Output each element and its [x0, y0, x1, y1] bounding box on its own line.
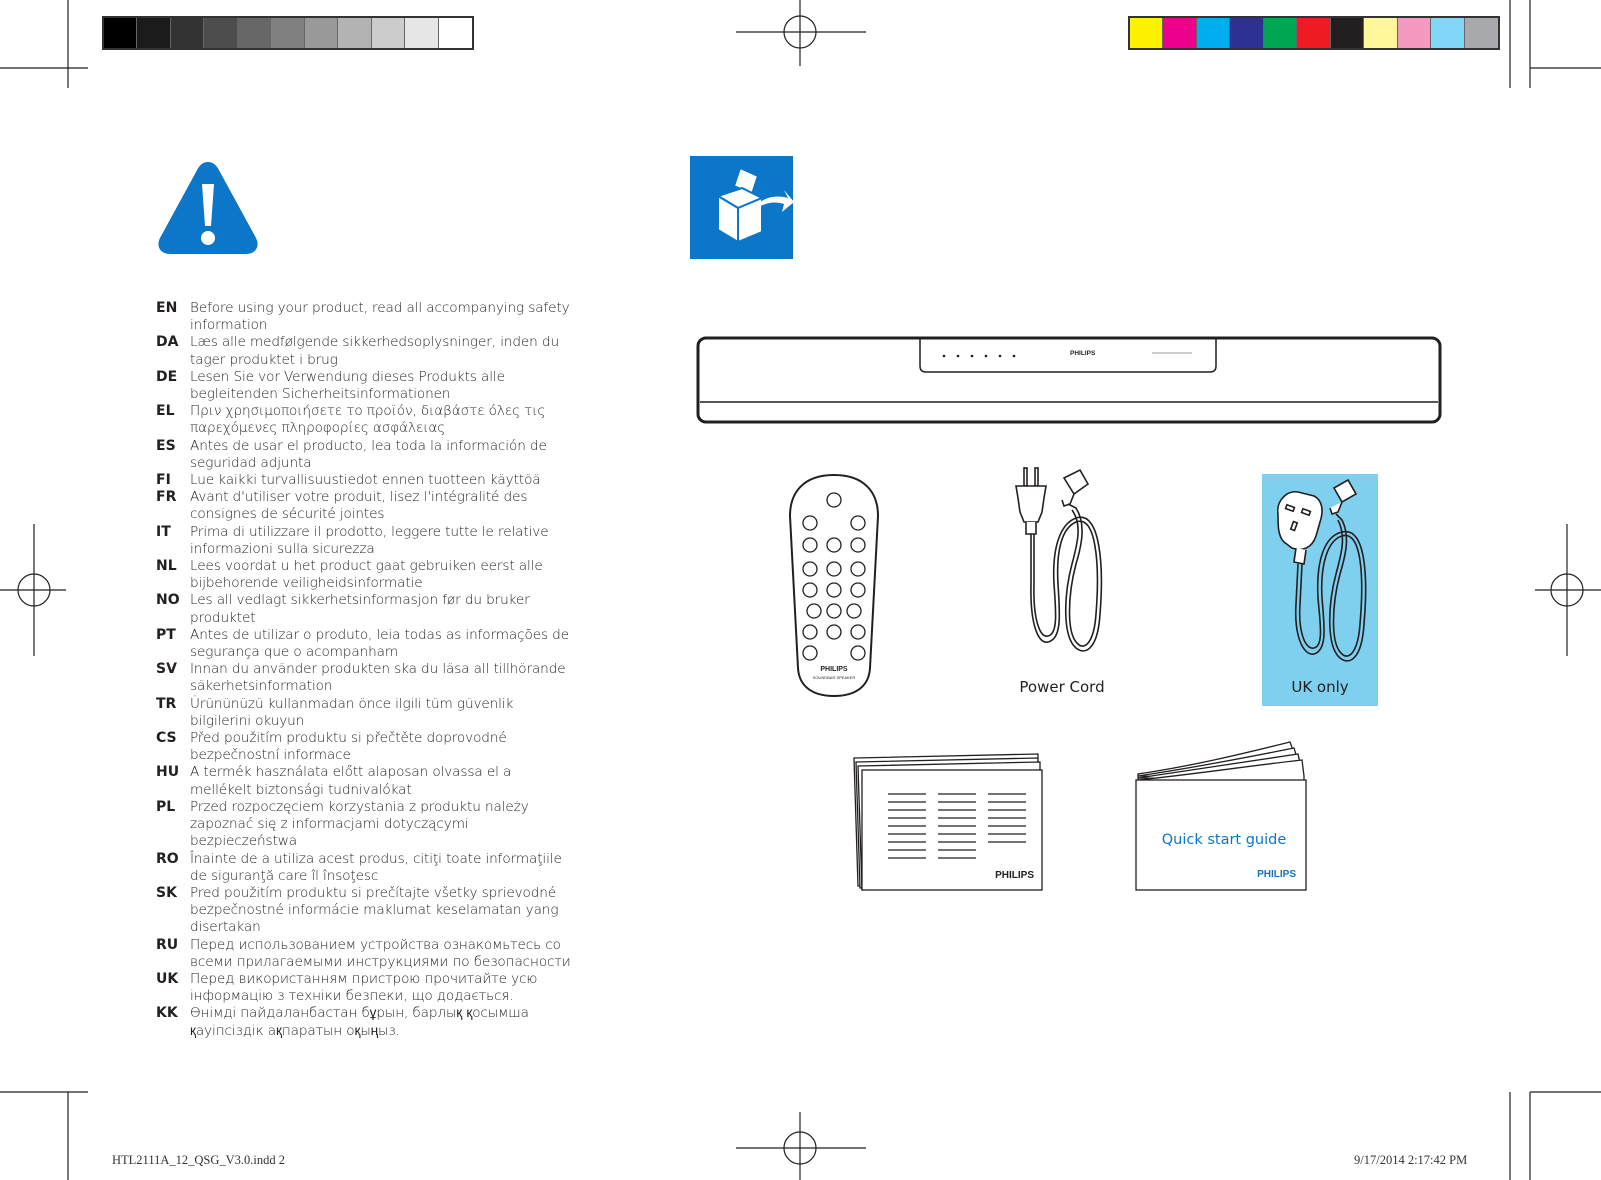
safety-item-cs	[156, 730, 576, 764]
soundbar-brand: PHILIPS	[1070, 350, 1096, 357]
safety-item-hu	[156, 764, 576, 798]
language-code: RU	[156, 936, 179, 953]
safety-item-en	[156, 300, 576, 334]
language-code: NO	[156, 592, 180, 609]
gray-swatch	[305, 18, 338, 48]
uk-power-cord-illustration	[1262, 474, 1378, 674]
uk-cord-caption: UK only	[1291, 678, 1349, 696]
power-cord-illustration	[1000, 464, 1120, 664]
language-code: PT	[156, 626, 176, 643]
language-code: RO	[156, 850, 179, 867]
remote-subtitle: SOUNDBAR SPEAKER	[812, 675, 856, 680]
safety-item-ro	[156, 851, 576, 885]
language-code: CS	[156, 730, 177, 747]
language-code: SK	[156, 884, 177, 901]
quick-start-guide-illustration	[1132, 740, 1312, 892]
safety-item-uk	[156, 971, 576, 1005]
safety-text: Pred použitím produktu si prečítajte všetky sprievodné bezpečnostné informácie maklumat keselamatan yang disertakan	[190, 884, 559, 936]
language-code: SV	[156, 661, 177, 678]
safety-text: Înainte de a utiliza acest produs, citiţi toate informaţiile de siguranţă care îl însoţesc	[190, 850, 562, 884]
safety-item-pt	[156, 627, 576, 661]
safety-text: Przed rozpoczęciem korzystania z produktu należy zapoznać się z informacjami dotyczącymi bezpieczeństwa	[190, 798, 529, 850]
safety-text: Перед использованием устройства ознакомьтесь со всеми прилагаемыми инструкциями по безопасности	[190, 936, 571, 970]
language-code: HU	[156, 764, 180, 781]
safety-item-da	[156, 334, 576, 368]
gray-swatch	[405, 18, 438, 48]
slug-datetime: 9/17/2014 2:17:42 PM	[1354, 1153, 1468, 1167]
warning-triangle-icon	[156, 156, 260, 260]
language-code: UK	[156, 970, 179, 987]
language-code: TR	[156, 695, 177, 712]
gray-swatch	[439, 18, 472, 48]
soundbar-illustration	[696, 336, 1442, 426]
language-code: DE	[156, 368, 178, 385]
safety-text: Antes de utilizar o produto, leia todas as informações de segurança que o acompanham	[190, 626, 569, 661]
safety-text: Antes de usar el producto, lea toda la información de seguridad adjunta	[190, 437, 547, 471]
slug-file-name: HTL2111A_12_QSG_V3.0.indd 2	[112, 1153, 286, 1167]
remote-brand: PHILIPS	[820, 666, 848, 673]
safety-information-list	[156, 300, 576, 1040]
language-code: EN	[156, 300, 178, 316]
safety-text: Перед використанням пристрою прочитайте усю інформацію з техніки безпеки, що додається.	[190, 970, 538, 1005]
safety-item-es	[156, 438, 576, 472]
color-swatch	[1465, 18, 1498, 48]
language-code: KK	[156, 1005, 178, 1022]
color-swatch	[1130, 18, 1163, 48]
safety-text: Lesen Sie vor Verwendung dieses Produkts alle begleitenden Sicherheitsinformationen	[190, 368, 505, 403]
safety-item-kk	[156, 1005, 576, 1039]
safety-item-fi	[156, 472, 576, 489]
language-code: IT	[156, 523, 171, 540]
color-swatch	[1264, 18, 1297, 48]
safety-text: Ürününüzü kullanmadan önce ilgili tüm güvenlik bilgilerini okuyun	[190, 695, 514, 729]
safety-text: Πριν χρησιμοποιήσετε το προϊόν, διαβάστε όλες τις παρεχόμενες πληροφορίες ασφάλειας	[190, 403, 546, 437]
gray-swatch	[204, 18, 237, 48]
safety-text: Před použitím produktu si přečtěte doprovodné bezpečnostní informace	[190, 730, 507, 764]
color-swatch	[1431, 18, 1464, 48]
gray-swatch	[238, 18, 271, 48]
safety-booklet-brand: PHILIPS	[995, 870, 1034, 881]
safety-text: Innan du använder produkten ska du läsa all tillhörande säkerhetsinformation	[190, 661, 566, 695]
safety-text: Өнімді пайдаланбастан бұрын, барлық қосымша қауіпсіздік ақпаратын оқыңыз.	[190, 1005, 529, 1039]
color-swatch	[1364, 18, 1397, 48]
quick-start-title: Quick start guide	[1161, 832, 1287, 848]
safety-text: A termék használata előtt alaposan olvassa el a mellékelt biztonsági tudnivalókat	[190, 764, 512, 798]
language-code: PL	[156, 798, 176, 815]
gray-swatch	[137, 18, 170, 48]
safety-text: Prima di utilizzare il prodotto, leggere tutte le relative informazioni sulla sicurezza	[190, 523, 549, 557]
color-swatch	[1163, 18, 1196, 48]
color-swatch	[1331, 18, 1364, 48]
safety-item-de	[156, 369, 576, 403]
gray-swatch	[171, 18, 204, 48]
safety-text: Lees voordat u het product gaat gebruiken eerst alle bijbehorende veiligheidsinformatie	[190, 558, 543, 592]
safety-text: Les all vedlagt sikkerhetsinformasjon før du bruker produktet	[190, 592, 530, 626]
process-color-bar	[1128, 16, 1500, 50]
language-code: EL	[156, 403, 175, 420]
language-code: FR	[156, 489, 177, 506]
safety-item-fr	[156, 489, 576, 523]
language-code: FI	[156, 472, 171, 489]
gray-swatch	[271, 18, 304, 48]
safety-item-nl	[156, 558, 576, 592]
remote-control-illustration	[786, 472, 882, 700]
unpack-box-icon	[690, 156, 793, 259]
safety-text: Læs alle medfølgende sikkerhedsoplysninger, inden du tager produktet i brug	[190, 334, 559, 368]
safety-booklet-illustration	[852, 752, 1044, 892]
safety-item-tr	[156, 696, 576, 730]
safety-text: Before using your product, read all accompanying safety information	[190, 300, 570, 334]
color-swatch	[1230, 18, 1263, 48]
safety-text: Avant d'utiliser votre produit, lisez l'intégralité des consignes de sécurité jointes	[190, 489, 528, 523]
safety-item-no	[156, 592, 576, 626]
color-swatch	[1197, 18, 1230, 48]
language-code: DA	[156, 334, 179, 351]
safety-item-sk	[156, 885, 576, 937]
gray-swatch	[104, 18, 137, 48]
gray-swatch	[372, 18, 405, 48]
uk-cord-panel	[1262, 474, 1378, 706]
safety-item-el	[156, 403, 576, 437]
safety-item-ru	[156, 937, 576, 971]
quick-start-brand: PHILIPS	[1257, 869, 1296, 880]
safety-item-it	[156, 524, 576, 558]
language-code: ES	[156, 437, 176, 454]
color-swatch	[1398, 18, 1431, 48]
grayscale-color-bar	[102, 16, 474, 50]
power-cord-caption: Power Cord	[1019, 678, 1105, 696]
gray-swatch	[338, 18, 371, 48]
color-swatch	[1297, 18, 1330, 48]
language-code: NL	[156, 558, 177, 575]
safety-item-pl	[156, 799, 576, 851]
safety-text: Lue kaikki turvallisuustiedot ennen tuotteen käyttöä	[190, 472, 541, 489]
safety-item-sv	[156, 661, 576, 695]
